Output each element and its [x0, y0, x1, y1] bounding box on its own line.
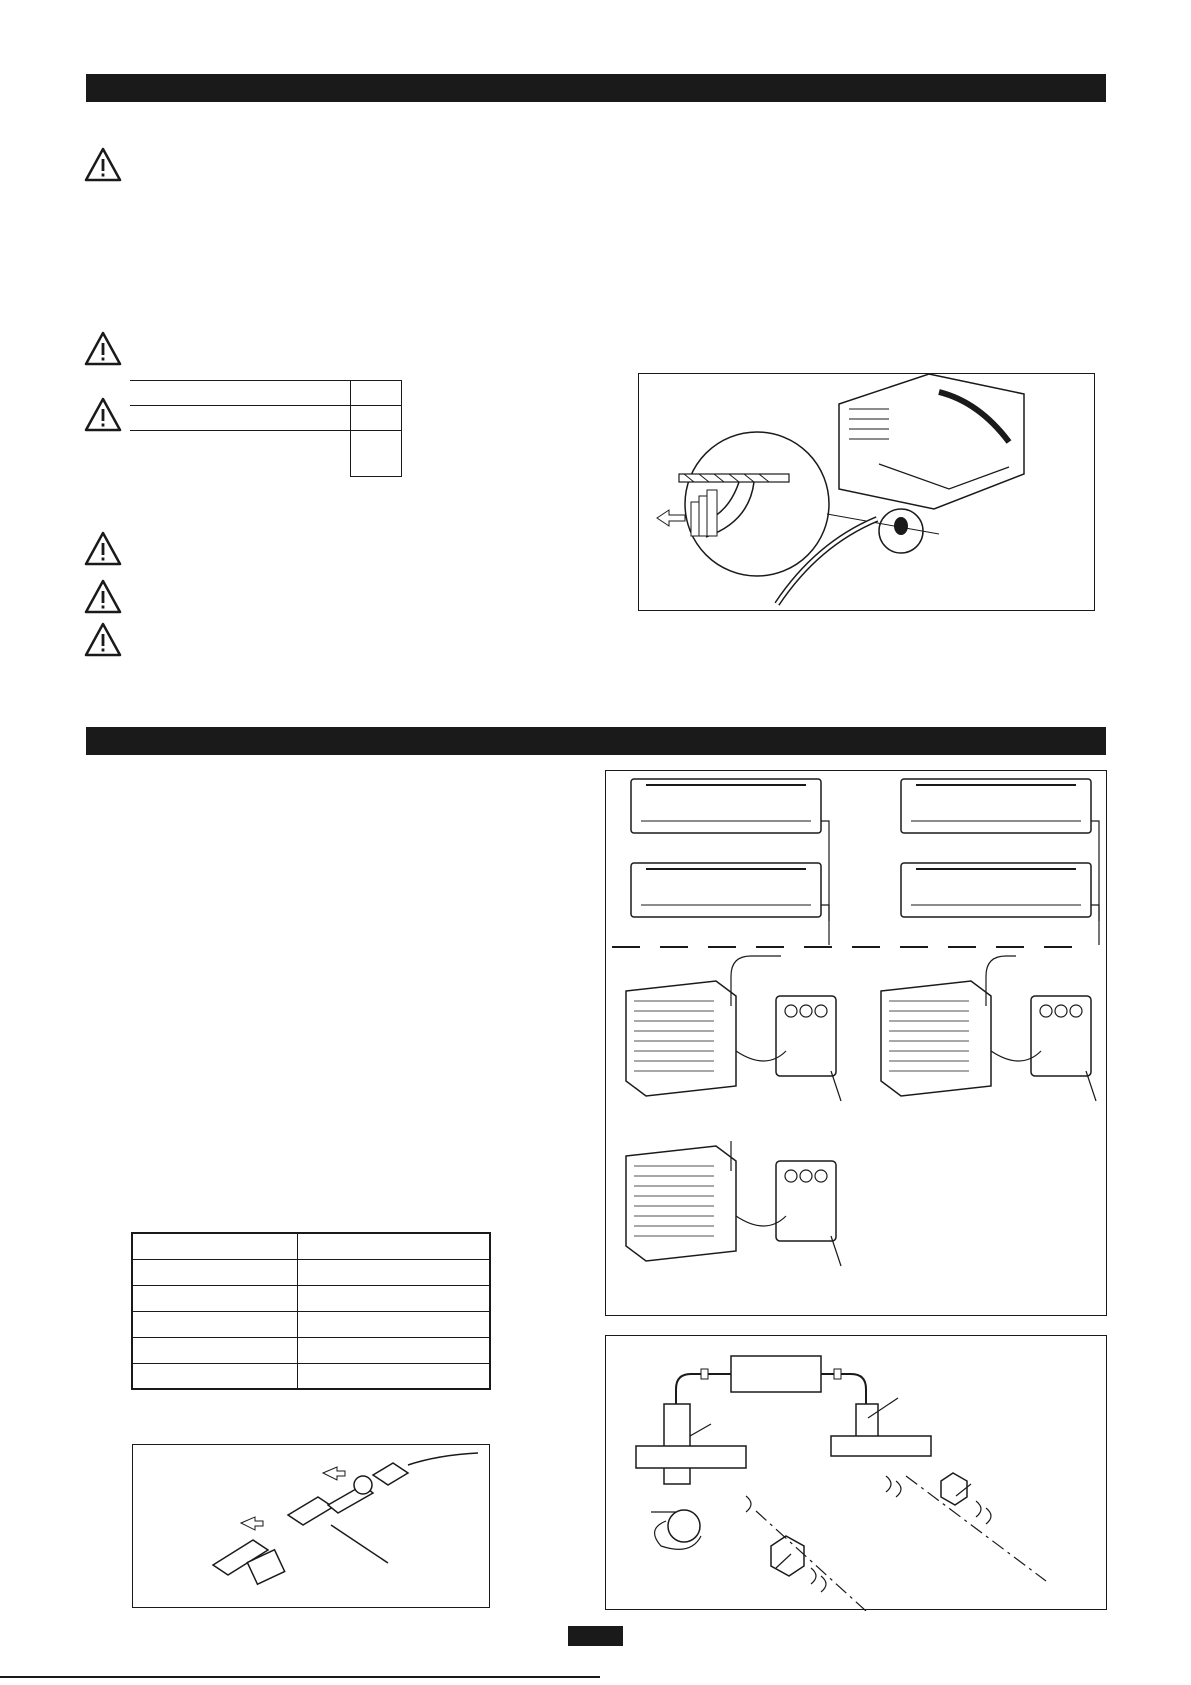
warning-triangle-icon: [84, 621, 122, 657]
table-cell: [130, 381, 351, 406]
table-cell: [132, 1311, 298, 1337]
figure-vacuum-connection: [605, 770, 1107, 1316]
table-cell: [132, 1363, 298, 1389]
table-cell: [351, 431, 402, 477]
spec-table-large: [131, 1232, 491, 1390]
table-cell: [351, 406, 402, 431]
table-cell: [298, 1363, 491, 1389]
bottom-edge-line: [0, 1676, 600, 1678]
dashed-separator: [756, 946, 784, 948]
dashed-separator: [852, 946, 880, 948]
dashed-separator: [948, 946, 976, 948]
units-and-gauge-illustration: [606, 771, 1108, 1317]
dashed-separator: [996, 946, 1024, 948]
warning-triangle-icon: [84, 330, 122, 366]
figure-drain-hose: [638, 373, 1095, 611]
section-header-bar-middle: [86, 727, 1106, 755]
table-cell: [132, 1233, 298, 1259]
dashed-separator: [804, 946, 832, 948]
spec-table-small: [130, 380, 402, 477]
table-cell: [298, 1233, 491, 1259]
table-cell: [298, 1337, 491, 1363]
warning-triangle-icon: [84, 396, 122, 432]
dashed-separator: [708, 946, 736, 948]
figure-valve-flare: [132, 1444, 490, 1608]
table-cell: [132, 1259, 298, 1285]
drain-hose-illustration: [639, 374, 1096, 612]
table-cell: [298, 1285, 491, 1311]
table-cell: [132, 1285, 298, 1311]
dashed-separator: [900, 946, 928, 948]
table-cell: [298, 1259, 491, 1285]
page-number-box: [568, 1626, 623, 1646]
table-cell: [130, 406, 351, 431]
table-cell: [351, 381, 402, 406]
figure-vacuum-pump: [605, 1335, 1107, 1610]
valve-flare-illustration: [133, 1445, 491, 1609]
dashed-separator: [1044, 946, 1072, 948]
table-cell: [130, 431, 351, 477]
dashed-separator: [660, 946, 688, 948]
section-header-bar-top: [86, 74, 1106, 102]
table-cell: [132, 1337, 298, 1363]
vacuum-pump-illustration: [606, 1336, 1108, 1611]
table-cell: [298, 1311, 491, 1337]
warning-triangle-icon: [84, 146, 122, 182]
dashed-separator: [612, 946, 640, 948]
warning-triangle-icon: [84, 530, 122, 566]
warning-triangle-icon: [84, 578, 122, 614]
